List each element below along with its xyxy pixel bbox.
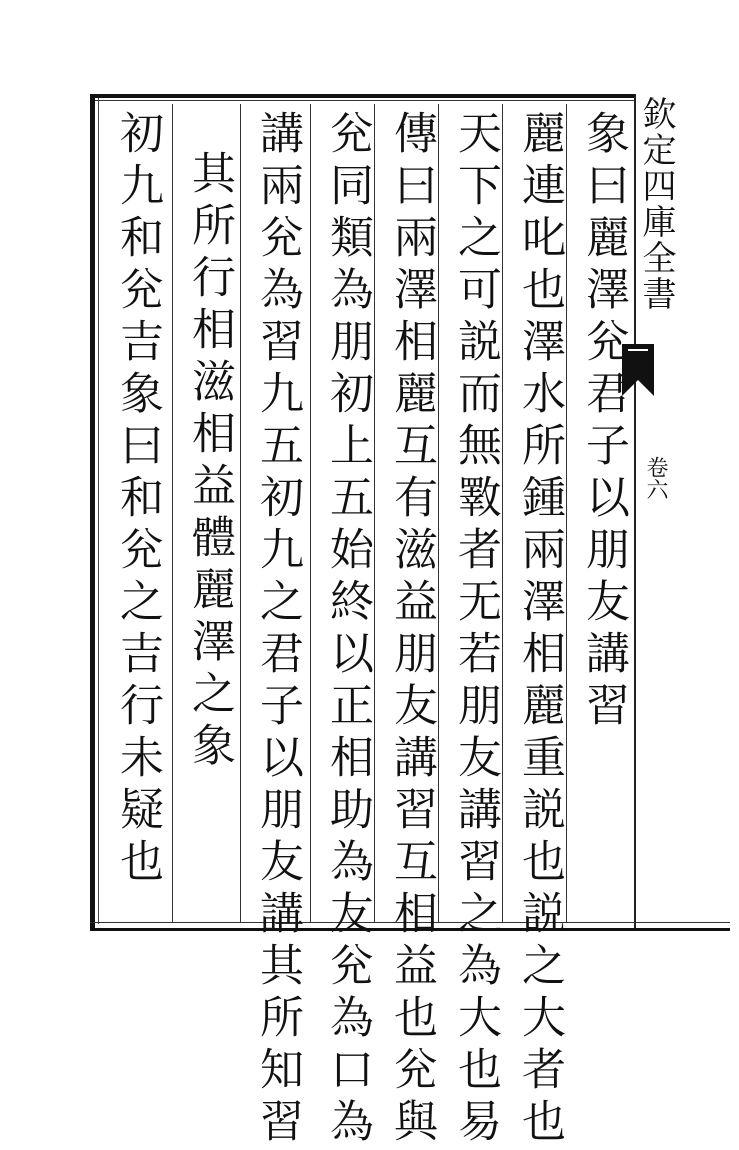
text-column-6: 講兩兊為習九五初九之君子以朋友講其所知習 [252,110,303,1150]
column-divider [240,104,241,922]
text-column-3: 天下之可説而無斁者无若朋友講習之為大也易 [450,110,501,1150]
text-column-5: 兊同類為朋初上五始終以正相助為友兊為口為 [322,110,373,1150]
text-column-4: 傳曰兩澤相麗互有滋益朋友講習互相益也兊與 [386,110,437,1150]
text-column-1: 象曰麗澤兊君子以朋友講習 [578,110,629,734]
frame-top-border [94,94,634,98]
frame-left-inner-border [98,98,99,924]
margin-volume-label: 卷六 [643,456,668,500]
text-column-8: 初九和兊吉象曰和兊之吉行未疑也 [112,110,163,890]
text-column-7: 其所行相滋相益體麗澤之象 [184,150,235,774]
column-divider [172,104,173,922]
text-column-2: 麗連叱也澤水所鍾兩澤相麗重説也説之大者也 [514,110,565,1150]
frame-left-border [90,94,95,930]
frame-top-inner-border [94,100,634,101]
column-divider [310,104,311,922]
margin-book-title: 欽定四庫全書 [636,96,676,312]
